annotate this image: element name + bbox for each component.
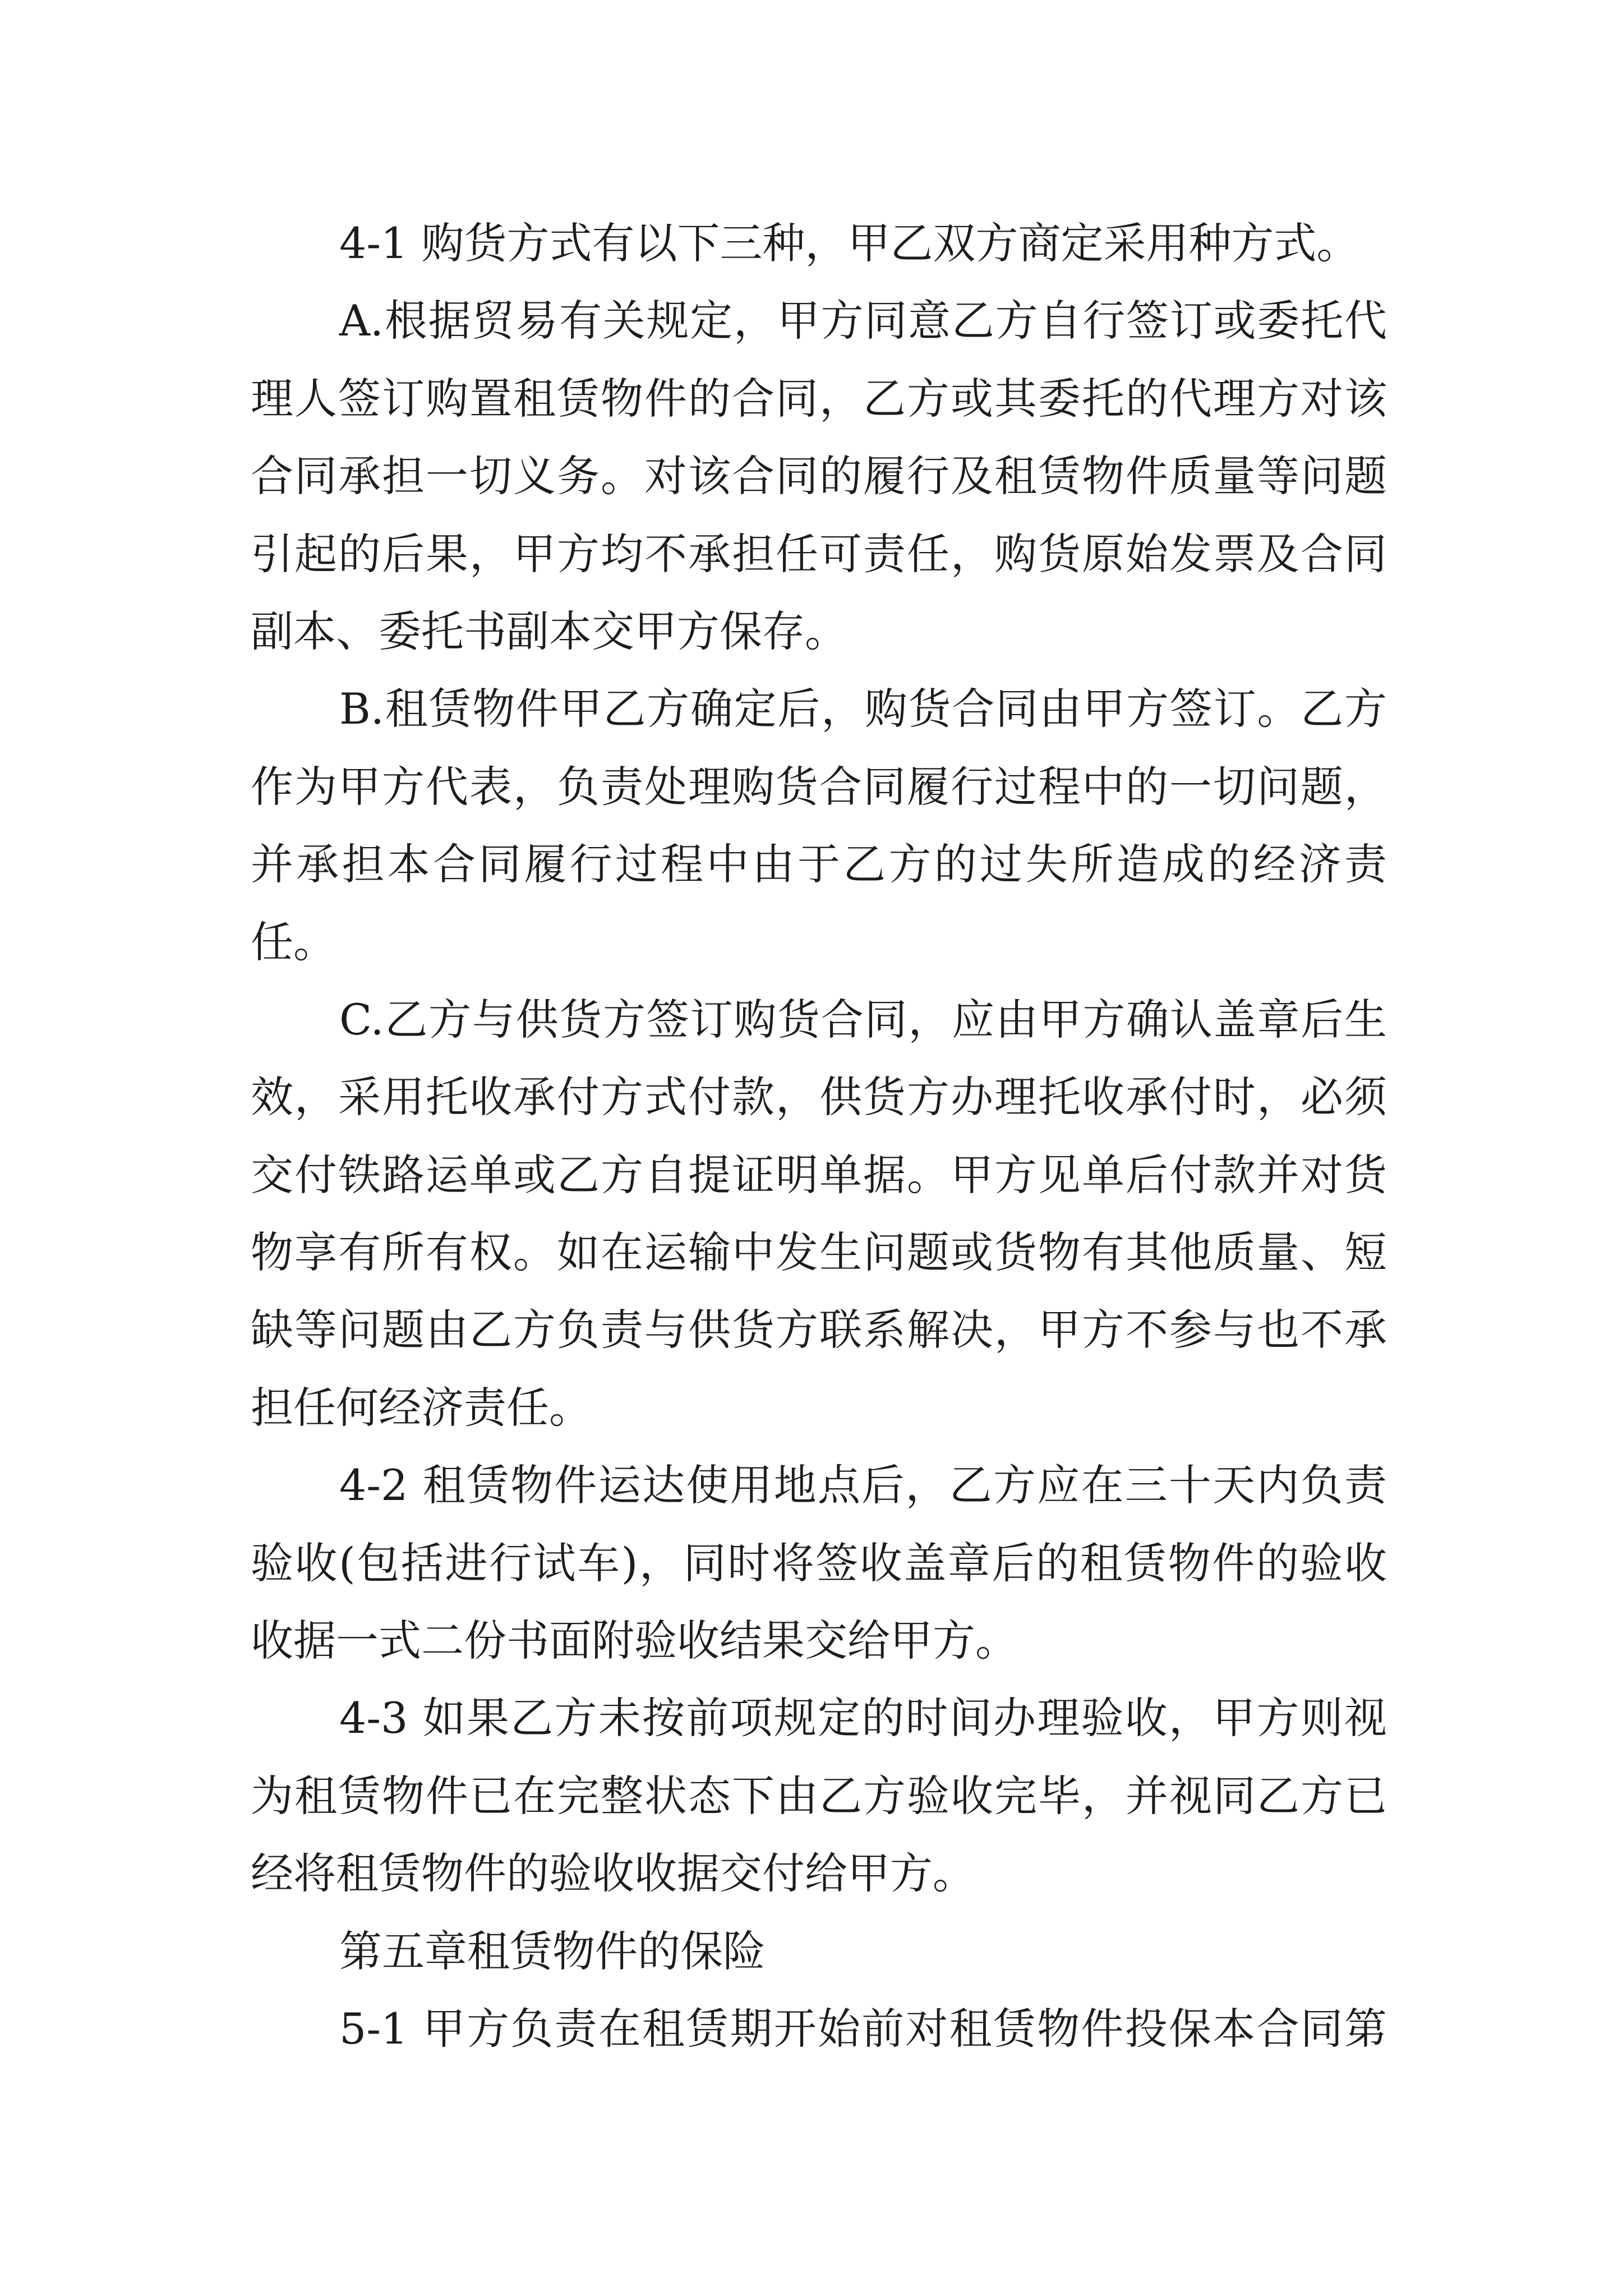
text-line: 任。 xyxy=(251,917,336,967)
text-line: 引起的后果，甲方均不承担任可责任，购货原始发票及合同 xyxy=(251,528,1387,579)
text-line: 担任何经济责任。 xyxy=(251,1382,592,1433)
text-line: 5-1 甲方负责在租赁期开始前对租赁物件投保本合同第 xyxy=(339,2003,1387,2054)
document-body xyxy=(251,205,1387,2068)
text-line: 理人签订购置租赁物件的合同，乙方或其委托的代理方对该 xyxy=(251,373,1387,424)
paragraph-4-3 xyxy=(251,1680,1387,1912)
text-line: 经将租赁物件的验收收据交付给甲方。 xyxy=(251,1848,975,1899)
paragraph-5-1 xyxy=(251,1990,1387,2068)
text-line: 效，采用托收承付方式付款，供货方办理托收承付时，必须 xyxy=(251,1072,1387,1122)
text-line: 交付铁路运单或乙方自提证明单据。甲方见单后付款并对货 xyxy=(251,1149,1387,1200)
chapter-heading xyxy=(251,1913,1387,1990)
text-line: 4-1 购货方式有以下三种，甲乙双方商定采用种方式。 xyxy=(339,218,1359,268)
text-line: 副本、委托书副本交甲方保存。 xyxy=(251,606,847,656)
text-line: 并承担本合同履行过程中由于乙方的过失所造成的经济责 xyxy=(251,839,1387,890)
text-line: 缺等问题由乙方负责与供货方联系解决，甲方不参与也不承 xyxy=(251,1305,1387,1355)
paragraph-4-1 xyxy=(251,205,1387,282)
text-line: A.根据贸易有关规定，甲方同意乙方自行签订或委托代 xyxy=(339,296,1387,346)
paragraph-4-2 xyxy=(251,1447,1387,1680)
paragraph-a xyxy=(251,282,1387,670)
text-line: 4-2 租赁物件运达使用地点后，乙方应在三十天内负责 xyxy=(339,1460,1387,1511)
chapter-title: 第五章租赁物件的保险 xyxy=(339,1926,766,1976)
text-line: 4-3 如果乙方未按前项规定的时间办理验收，甲方则视 xyxy=(339,1693,1387,1743)
paragraph-b xyxy=(251,670,1387,981)
text-line: 物享有所有权。如在运输中发生问题或货物有其他质量、短 xyxy=(251,1227,1387,1278)
text-line: 合同承担一切义务。对该合同的履行及租赁物件质量等问题 xyxy=(251,451,1387,501)
text-line: 验收(包括进行试车)，同时将签收盖章后的租赁物件的验收 xyxy=(251,1538,1387,1588)
text-line: 收据一式二份书面附验收结果交给甲方。 xyxy=(251,1616,1018,1666)
text-line: C.乙方与供货方签订购货合同，应由甲方确认盖章后生 xyxy=(339,994,1387,1045)
text-line: 作为甲方代表，负责处理购货合同履行过程中的一切问题， xyxy=(251,761,1387,812)
text-line: 为租赁物件已在完整状态下由乙方验收完毕，并视同乙方已 xyxy=(251,1770,1387,1821)
text-line: B.租赁物件甲乙方确定后，购货合同由甲方签订。乙方 xyxy=(339,684,1387,734)
paragraph-c xyxy=(251,981,1387,1447)
